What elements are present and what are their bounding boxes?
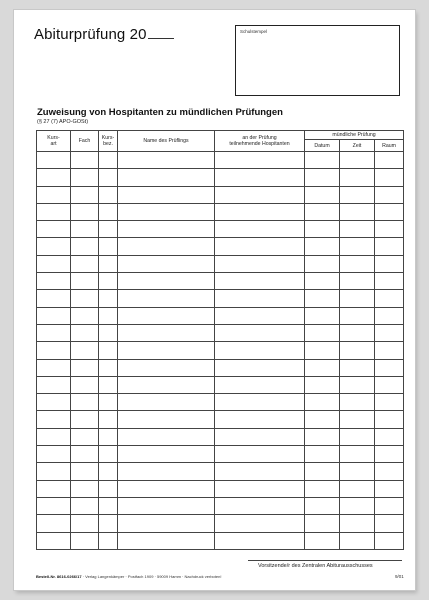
table-cell[interactable] [37,238,71,255]
order-number: Bestell-Nr. 8616-0266/17 [36,574,82,579]
table-cell[interactable] [118,152,215,169]
table-cell[interactable] [71,307,99,324]
table-cell[interactable] [37,186,71,203]
table-cell[interactable] [340,238,375,255]
table-cell[interactable] [37,463,71,480]
table-cell[interactable] [340,497,375,514]
table-cell[interactable] [305,186,340,203]
form-title [34,26,174,43]
table-cell[interactable] [305,342,340,359]
table-cell[interactable] [215,342,305,359]
table-cell[interactable] [215,307,305,324]
table-cell[interactable] [340,394,375,411]
table-cell[interactable] [37,273,71,290]
table-cell[interactable] [375,255,404,272]
table-cell[interactable] [118,273,215,290]
signature-line [248,560,402,561]
table-row [37,446,404,463]
table-row [37,255,404,272]
table-cell[interactable] [99,324,118,341]
table-cell[interactable] [215,463,305,480]
table-cell[interactable] [71,411,99,428]
table-cell[interactable] [71,342,99,359]
table-cell[interactable] [118,394,215,411]
table-cell[interactable] [71,324,99,341]
table-row [37,169,404,186]
table-cell[interactable] [118,359,215,376]
table-cell[interactable] [305,428,340,445]
school-stamp-box [235,25,400,96]
table-cell[interactable] [99,532,118,549]
table-cell[interactable] [215,428,305,445]
table-cell[interactable] [118,255,215,272]
header-pruefling-label: Name des Prüflings [143,138,189,144]
table-cell[interactable] [118,324,215,341]
table-row [37,203,404,220]
table-cell[interactable] [305,290,340,307]
table-cell[interactable] [118,307,215,324]
table-cell[interactable] [118,497,215,514]
table-cell[interactable] [118,463,215,480]
header-muendliche-pruefung [305,131,404,140]
table-cell[interactable] [340,152,375,169]
table-cell[interactable] [118,515,215,532]
table-row [37,411,404,428]
table-cell[interactable] [375,273,404,290]
table-cell[interactable] [375,497,404,514]
table-cell[interactable] [99,497,118,514]
school-stamp-label: Schulstempel [240,29,268,34]
header-muendliche-label: mündliche Prüfung [332,132,376,139]
form-heading: Zuweisung von Hospitanten zu mündlichen Prüfungen [37,107,283,118]
table-cell[interactable] [118,532,215,549]
table-cell[interactable] [340,186,375,203]
table-cell[interactable] [99,221,118,238]
table-cell[interactable] [37,411,71,428]
table-cell[interactable] [215,273,305,290]
table-cell[interactable] [305,394,340,411]
table-cell[interactable] [215,411,305,428]
table-cell[interactable] [340,480,375,497]
header-pruefling [118,131,215,152]
table-cell[interactable] [37,221,71,238]
table-cell[interactable] [99,411,118,428]
header-datum-label: Datum [314,142,330,149]
table-cell[interactable] [71,376,99,393]
table-cell[interactable] [37,290,71,307]
table-cell[interactable] [99,203,118,220]
table-cell[interactable] [71,497,99,514]
table-cell[interactable] [215,255,305,272]
table-cell[interactable] [375,152,404,169]
table-row [37,428,404,445]
table-row [37,463,404,480]
signature-label: Vorsitzende/r des Zentralen Abiturausschusses [258,563,373,569]
table-cell[interactable] [215,394,305,411]
table-cell[interactable] [37,497,71,514]
table-cell[interactable] [305,515,340,532]
table-row [37,152,404,169]
table-cell[interactable] [99,428,118,445]
table-cell[interactable] [375,342,404,359]
table-cell[interactable] [375,186,404,203]
table-cell[interactable] [215,221,305,238]
table-cell[interactable] [215,152,305,169]
table-row [37,186,404,203]
table-cell[interactable] [375,376,404,393]
table-cell[interactable] [305,152,340,169]
table-cell[interactable] [340,221,375,238]
table-cell[interactable] [99,480,118,497]
table-cell[interactable] [99,342,118,359]
table-cell[interactable] [99,186,118,203]
table-row [37,342,404,359]
table-cell[interactable] [37,532,71,549]
table-cell[interactable] [99,152,118,169]
table-cell[interactable] [340,376,375,393]
table-cell[interactable] [71,480,99,497]
table-cell[interactable] [99,238,118,255]
header-hospitanten-label: an der Prüfung teilnehmende Hospitanten [229,135,290,147]
table-cell[interactable] [305,221,340,238]
table-cell[interactable] [215,532,305,549]
table-cell[interactable] [37,515,71,532]
table-cell[interactable] [71,446,99,463]
table-cell[interactable] [305,480,340,497]
table-cell[interactable] [118,376,215,393]
table-cell[interactable] [215,203,305,220]
table-cell[interactable] [305,376,340,393]
table-cell[interactable] [71,152,99,169]
table-cell[interactable] [340,324,375,341]
table-cell[interactable] [37,446,71,463]
table-cell[interactable] [375,480,404,497]
table-cell[interactable] [340,411,375,428]
table-cell[interactable] [305,273,340,290]
table-cell[interactable] [71,532,99,549]
table-cell[interactable] [215,376,305,393]
table-cell[interactable] [99,255,118,272]
table-cell[interactable] [215,324,305,341]
form-title-text: Abiturprüfung 20 [34,26,147,43]
header-hospitanten [215,131,305,152]
table-row [37,290,404,307]
table-cell[interactable] [340,273,375,290]
header-kursart-label: Kurs- art [47,135,60,147]
table-cell[interactable] [375,394,404,411]
table-cell[interactable] [99,376,118,393]
table-cell[interactable] [340,463,375,480]
table-cell[interactable] [340,446,375,463]
table-cell[interactable] [305,532,340,549]
table-cell[interactable] [305,324,340,341]
table-cell[interactable] [71,290,99,307]
table-row [37,307,404,324]
table-cell[interactable] [37,480,71,497]
table-cell[interactable] [340,428,375,445]
table-cell[interactable] [99,463,118,480]
table-cell[interactable] [340,203,375,220]
table-cell[interactable] [215,497,305,514]
table-cell[interactable] [375,290,404,307]
table-cell[interactable] [375,515,404,532]
table-row [37,376,404,393]
table-row [37,532,404,549]
header-datum [305,140,340,152]
table-cell[interactable] [215,290,305,307]
table-cell[interactable] [71,186,99,203]
table-cell[interactable] [99,307,118,324]
table-cell[interactable] [99,446,118,463]
table-cell[interactable] [375,238,404,255]
table-cell[interactable] [71,255,99,272]
table-cell[interactable] [71,238,99,255]
table-cell[interactable] [375,463,404,480]
table-cell[interactable] [375,307,404,324]
table-cell[interactable] [215,359,305,376]
table-cell[interactable] [99,169,118,186]
table-cell[interactable] [37,394,71,411]
table-cell[interactable] [71,203,99,220]
table-cell[interactable] [375,203,404,220]
table-cell[interactable] [99,394,118,411]
table-cell[interactable] [340,169,375,186]
year-blank-line [148,29,174,39]
table-cell[interactable] [215,515,305,532]
table-cell[interactable] [37,428,71,445]
table-cell[interactable] [118,342,215,359]
header-zeit-label: Zeit [352,142,362,149]
assignment-table [36,130,404,550]
header-kursbez-label: Kurs- bez. [101,135,115,147]
table-cell[interactable] [71,394,99,411]
table-cell[interactable] [305,169,340,186]
table-cell[interactable] [118,238,215,255]
header-kursart [37,131,71,152]
table-cell[interactable] [215,186,305,203]
table-cell[interactable] [215,169,305,186]
table-cell[interactable] [71,515,99,532]
table-cell[interactable] [305,411,340,428]
table-cell[interactable] [305,359,340,376]
table-cell[interactable] [375,532,404,549]
table-cell[interactable] [305,238,340,255]
table-cell[interactable] [71,273,99,290]
table-cell[interactable] [37,169,71,186]
table-cell[interactable] [71,221,99,238]
table-row [37,394,404,411]
table-cell[interactable] [118,480,215,497]
table-cell[interactable] [215,446,305,463]
order-info [36,574,221,579]
table-cell[interactable] [118,186,215,203]
table-cell[interactable] [375,446,404,463]
table-row [37,480,404,497]
table-cell[interactable] [340,359,375,376]
table-cell[interactable] [37,307,71,324]
table-row [37,515,404,532]
table-body [37,152,404,550]
header-kursbez [99,131,118,152]
table-cell[interactable] [340,342,375,359]
table-row [37,238,404,255]
table-cell[interactable] [375,428,404,445]
table-cell[interactable] [375,359,404,376]
table-cell[interactable] [118,221,215,238]
table-cell[interactable] [118,428,215,445]
header-fach [71,131,99,152]
legal-reference: (§ 27 (7) APO-GOSt) [37,119,89,125]
publisher-details: · Verlag Langenkämper · Postfach 1909 · 59009 Hamm · Nachdruck verboten! [81,574,222,579]
header-fach-label: Fach [78,138,91,144]
table-cell[interactable] [340,290,375,307]
table-cell[interactable] [340,532,375,549]
form-code: 9/01 [395,574,404,579]
table-row [37,221,404,238]
table-cell[interactable] [37,359,71,376]
table-cell[interactable] [118,169,215,186]
table-cell[interactable] [305,446,340,463]
table-row [37,497,404,514]
table-cell[interactable] [37,342,71,359]
table-row [37,273,404,290]
table-cell[interactable] [37,152,71,169]
table-cell[interactable] [37,376,71,393]
table-cell[interactable] [215,238,305,255]
table-cell[interactable] [99,273,118,290]
table-cell[interactable] [37,255,71,272]
table-cell[interactable] [375,411,404,428]
table-cell[interactable] [99,359,118,376]
table-cell[interactable] [71,463,99,480]
table-cell[interactable] [305,307,340,324]
table-cell[interactable] [99,290,118,307]
table-cell[interactable] [99,515,118,532]
table-cell[interactable] [375,169,404,186]
table-cell[interactable] [118,290,215,307]
table-cell[interactable] [340,307,375,324]
table-cell[interactable] [118,203,215,220]
table-cell[interactable] [71,428,99,445]
table-cell[interactable] [305,463,340,480]
table-cell[interactable] [71,169,99,186]
table-cell[interactable] [37,324,71,341]
table-cell[interactable] [375,324,404,341]
header-raum [375,140,404,152]
table-cell[interactable] [37,203,71,220]
header-raum-label: Raum [382,142,396,149]
table-cell[interactable] [71,359,99,376]
table-cell[interactable] [118,446,215,463]
table-row [37,324,404,341]
table-cell[interactable] [305,497,340,514]
header-zeit [340,140,375,152]
table-row [37,359,404,376]
table-cell[interactable] [340,255,375,272]
table-cell[interactable] [215,480,305,497]
table-cell[interactable] [305,203,340,220]
table-cell[interactable] [340,515,375,532]
table-cell[interactable] [118,411,215,428]
table-cell[interactable] [375,221,404,238]
table-cell[interactable] [305,255,340,272]
